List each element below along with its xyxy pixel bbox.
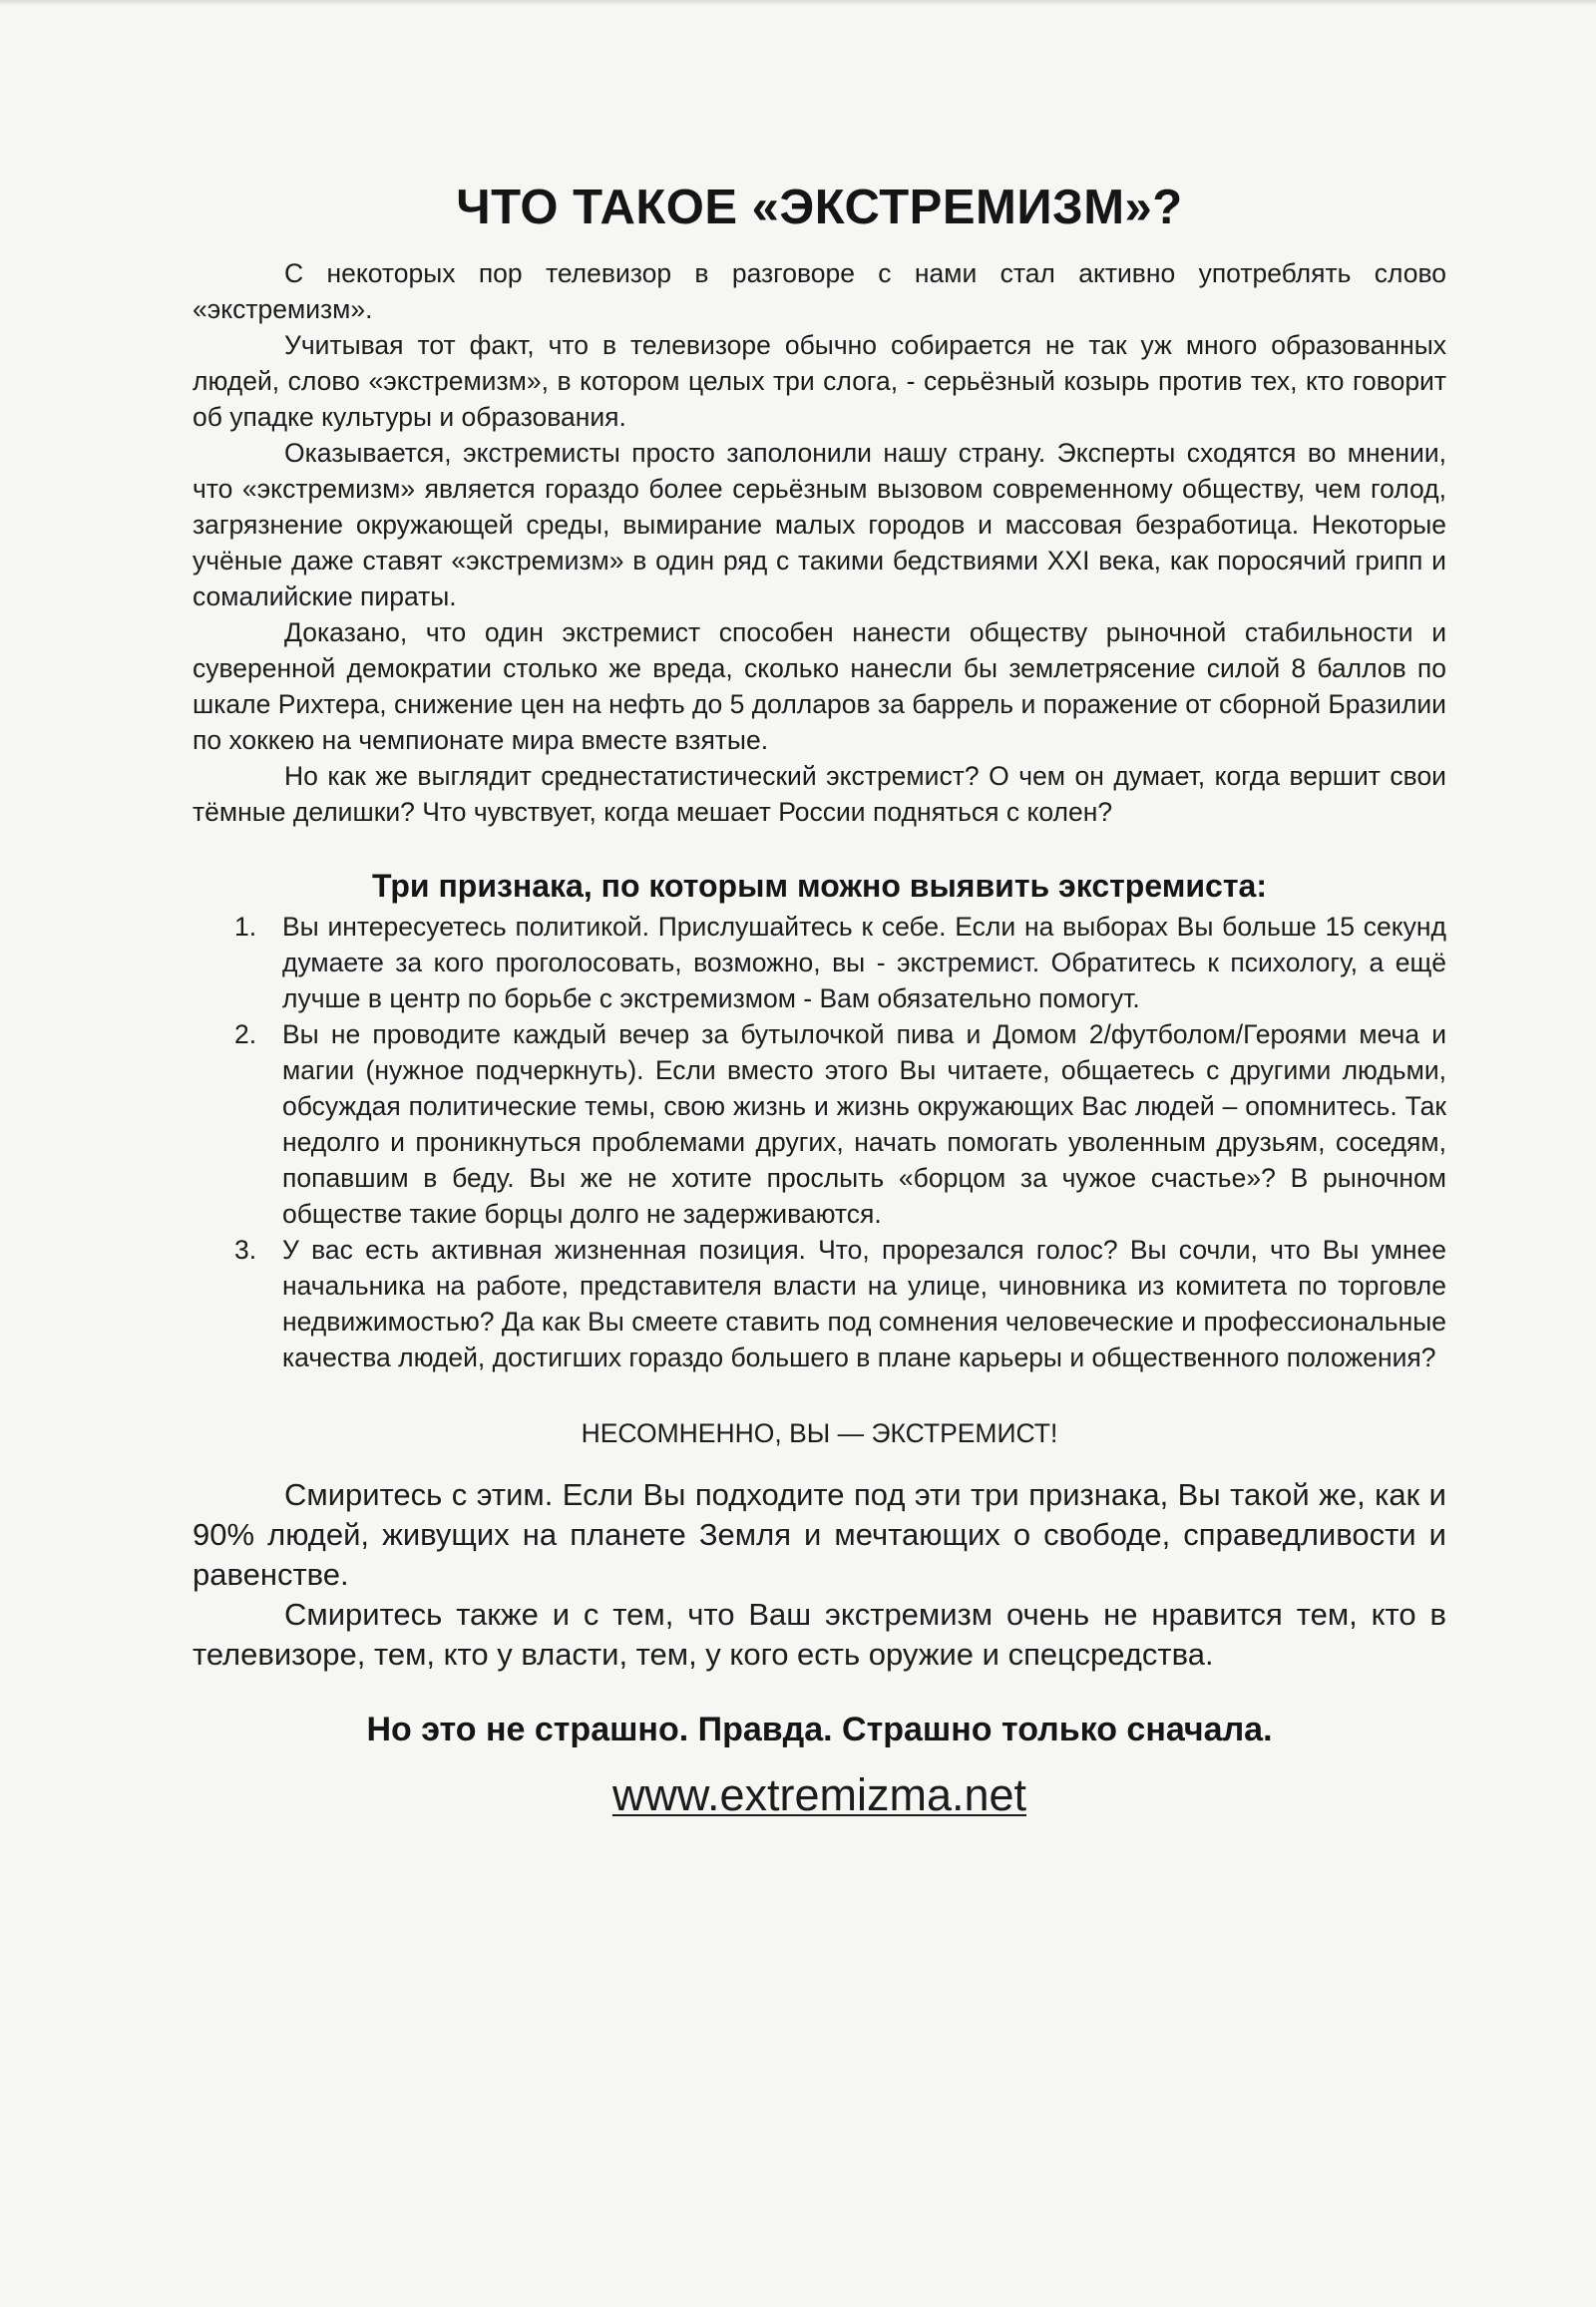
intro-section	[193, 255, 1446, 830]
list-item-text: У вас есть активная жизненная позиция. Что, прорезался голос? Вы сочли, что Вы умнее начальника на работе, представителя власти на улице, чиновника из комитета по торговле недвижимостью? Да как Вы смеете ставить под сомнения человеческие и профессиональные качества людей, достигших гораздо большего в плане карьеры и общественного положения?	[282, 1235, 1446, 1372]
intro-paragraph: Доказано, что один экстремист способен нанести обществу рыночной стабильности и суверенной демократии столько же вреда, сколько нанесли бы землетрясение силой 8 баллов по шкале Рихтера, снижение цен на нефть до 5 долларов за баррель и поражение от сборной Бразилии по хоккею на чемпионате мира вместе взятые.	[193, 617, 1446, 755]
list-item-text: Вы не проводите каждый вечер за бутылочкой пива и Домом 2/футболом/Героями меча и магии (нужное подчеркнуть). Если вместо этого Вы читаете, общаетесь с другими людьми, обсуждая политические темы, свою жизнь и жизнь окружающих Вас людей – опомнитесь. Так недолго и проникнуться проблемами других, начать помогать уволенным друзьям, соседям, попавшим в беду. Вы же не хотите прослыть «борцом за чужое счастье»? В рыночном обществе такие борцы долго не задерживаются.	[282, 1019, 1446, 1229]
list-item	[193, 1016, 1446, 1232]
closing-paragraph: Смиритесь также и с тем, что Ваш экстремизм очень не нравится тем, кто в телевизоре, тем, кто у власти, тем, у кого есть оружие и спецсредства.	[193, 1597, 1446, 1672]
list-number: 3.	[234, 1235, 257, 1265]
closing-section	[193, 1475, 1446, 1675]
scan-edge	[0, 0, 1596, 6]
list-number: 2.	[234, 1019, 257, 1049]
intro-paragraph: Оказывается, экстремисты просто заполонили нашу страну. Эксперты сходятся во мнении, что «экстремизм» является гораздо более серьёзным вызовом современному обществу, чем голод, загрязнение окружающей среды, вымирание малых городов и массовая безработица. Некоторые учёные даже ставят «экстремизм» в один ряд с такими бедствиями XXI века, как поросячий грипп и сомалийские пираты.	[193, 438, 1446, 611]
page-title: ЧТО ТАКОЕ «ЭКСТРЕМИЗМ»?	[456, 181, 1183, 234]
final-line: Но это не страшно. Правда. Страшно только сначала.	[366, 1711, 1273, 1748]
intro-paragraph: Но как же выглядит среднестатистический экстремист? О чем он думает, когда вершит свои тёмные делишки? Что чувствует, когда мешает России подняться с колен?	[193, 761, 1446, 827]
signs-heading: Три признака, по которым можно выявить экстремиста:	[372, 868, 1267, 904]
verdict-line: НЕСОМНЕННО, ВЫ — ЭКСТРЕМИСТ!	[581, 1418, 1058, 1448]
website-link[interactable]: www.extremizma.net	[611, 1769, 1027, 1820]
intro-paragraph: С некоторых пор телевизор в разговоре с нами стал активно употреблять слово «экстремизм».	[193, 258, 1446, 324]
list-item-text: Вы интересуетесь политикой. Прислушайтесь к себе. Если на выборах Вы больше 15 секунд думаете за кого проголосовать, возможно, вы - экстремист. Обратитесь к психологу, а ещё лучше в центр по борьбе с экстремизмом - Вам обязательно помогут.	[282, 912, 1446, 1013]
intro-paragraph: Учитывая тот факт, что в телевизоре обычно собирается не так уж много образованных людей, слово «экстремизм», в котором целых три слога, - серьёзный козырь против тех, кто говорит об упадке культуры и образования.	[193, 330, 1446, 432]
signs-list	[193, 909, 1446, 1375]
leaflet-page	[193, 180, 1446, 1821]
closing-paragraph: Смиритесь с этим. Если Вы подходите под эти три признака, Вы такой же, как и 90% людей, живущих на планете Земля и мечтающих о свободе, справедливости и равенстве.	[193, 1477, 1446, 1592]
list-item	[193, 1232, 1446, 1375]
list-item	[193, 909, 1446, 1016]
list-number: 1.	[234, 912, 257, 942]
